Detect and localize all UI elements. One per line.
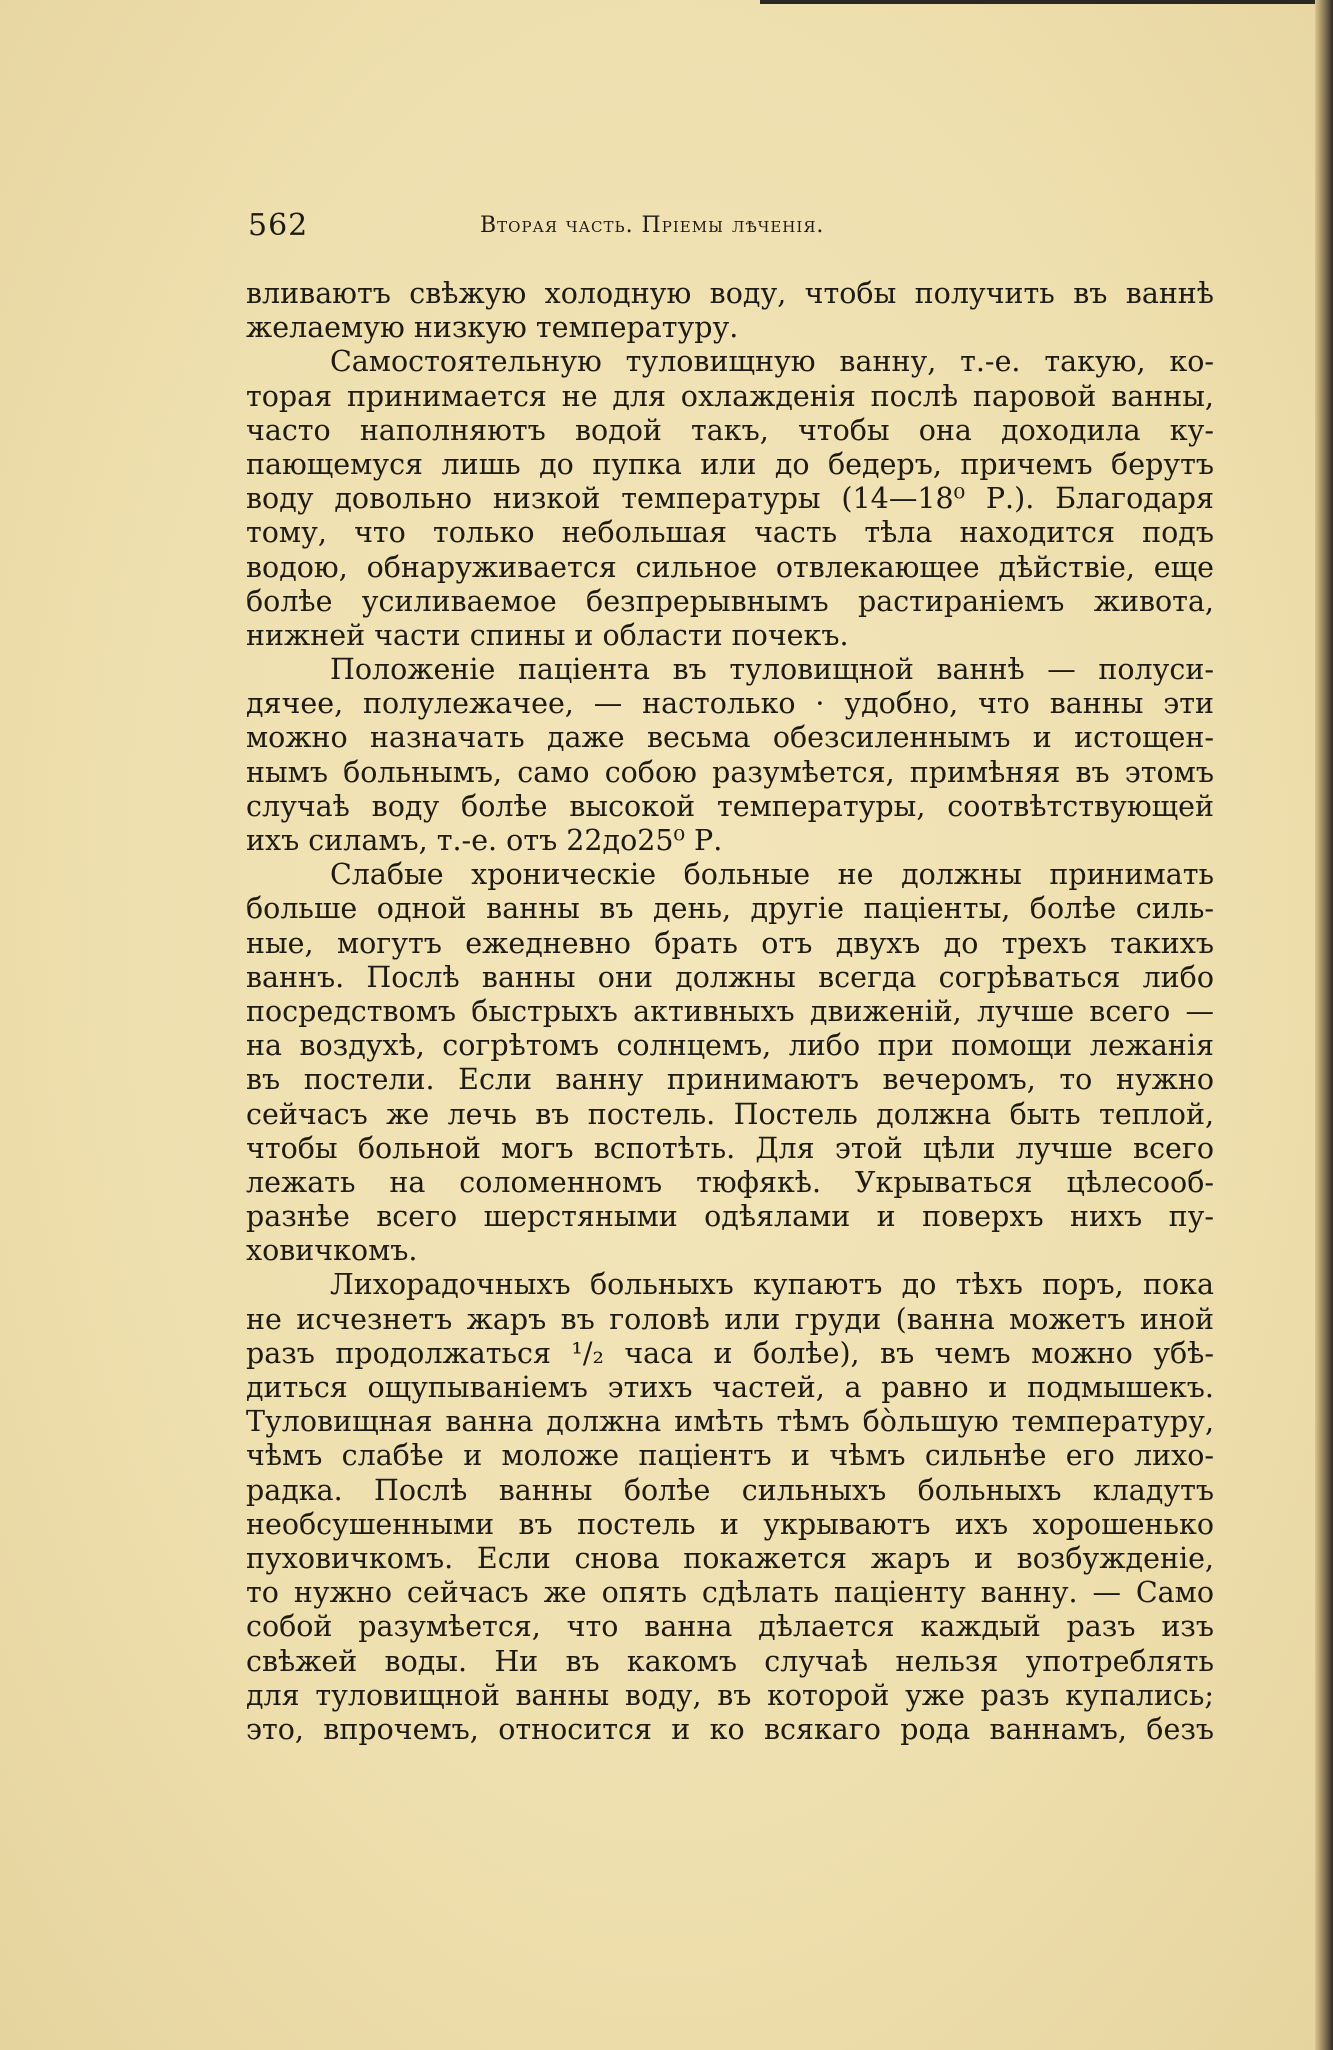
text-line: то нужно сейчасъ же опять сдѣлать паціенту ванну. — Само [246,1576,1214,1610]
text-line: ваннъ. Послѣ ванны они должны всегда согрѣваться либо [246,960,1214,994]
text-line: свѣжей воды. Ни въ какомъ случаѣ нельзя употреблять [246,1644,1214,1678]
text-line: разнѣе всего шерстяными одѣялами и поверхъ нихъ пу- [246,1200,1214,1234]
text-line: пуховичкомъ. Если снова покажется жаръ и возбужденіе, [246,1541,1214,1575]
page-number: 562 [248,208,309,243]
text-line: можно назначать даже весьма обезсиленнымъ и истощен- [246,721,1214,755]
running-title: Вторая часть. Пріемы лѣченія. [480,213,825,238]
text-line: нымъ больнымъ, само собою разумѣется, примѣняя въ этомъ [246,755,1214,789]
text-line: ихъ силамъ, т.-е. отъ 22до25⁰ Р. [246,824,723,857]
text-line: часто наполняютъ водой такъ, чтобы она доходила ку- [246,413,1214,447]
text-line: на воздухѣ, согрѣтомъ солнцемъ, либо при помощи лежанія [246,1029,1214,1063]
body-text [246,277,1214,1747]
text-line: желаемую низкую температуру. [246,311,739,345]
page-header [248,208,988,248]
text-line: не исчезнетъ жаръ въ головѣ или груди (ванна можетъ иной [246,1302,1214,1336]
text-line: случаѣ воду болѣе высокой температуры, соотвѣтствующей [246,789,1214,823]
text-line: это, впрочемъ, относится и ко всякаго рода ваннамъ, безъ [246,1712,1214,1746]
text-line: собой разумѣется, что ванна дѣлается каждый разъ изъ [246,1610,1214,1644]
text-line: Положеніе паціента въ туловищной ваннѣ — полуси- [330,653,1214,687]
text-line: разъ продолжаться ¹/₂ часа и болѣе), въ чемъ можно убѣ- [246,1336,1214,1370]
text-line: воду довольно низкой температуры (14—18⁰ Р.). Благодаря [246,482,1214,516]
text-line: Самостоятельную туловищную ванну, т.-е. такую, ко- [330,345,1214,379]
text-line: Лихорадочныхъ больныхъ купаютъ до тѣхъ поръ, пока [330,1268,1214,1302]
text-line: необсушенными въ постель и укрываютъ ихъ хорошенько [246,1507,1214,1541]
text-line: нижней части спины и области почекъ. [246,618,849,652]
text-line: для туловищной ванны воду, въ которой уже разъ купались; [246,1678,1214,1712]
text-line: пающемуся лишь до пупка или до бедеръ, причемъ берутъ [246,447,1214,481]
text-line: чтобы больной могъ вспотѣть. Для этой цѣли лучше всего [246,1131,1214,1165]
text-line: тому, что только небольшая часть тѣла находится подъ [246,516,1214,550]
text-line: торая принимается не для охлажденія послѣ паровой ванны, [246,379,1214,413]
text-line: дячее, полулежачее, — настолько · удобно, что ванны эти [246,687,1214,721]
text-line: болѣе усиливаемое безпрерывнымъ растираніемъ живота, [246,584,1214,618]
text-line: вливаютъ свѣжую холодную воду, чтобы получить въ ваннѣ [246,277,1214,310]
text-line: сейчасъ же лечь въ постель. Постель должна быть теплой, [246,1097,1214,1131]
text-line: ные, могутъ ежедневно брать отъ двухъ до трехъ такихъ [246,926,1214,960]
text-line: Слабые хроническіе больные не должны принимать [330,858,1214,892]
text-line: диться ощупываніемъ этихъ частей, а равно и подмышекъ. [246,1371,1214,1404]
text-line: Туловищная ванна должна имѣть тѣмъ бо̀льшую температуру, [246,1405,1214,1439]
text-line: въ постели. Если ванну принимаютъ вечеромъ, то нужно [246,1063,1214,1097]
text-line: чѣмъ слабѣе и моложе паціентъ и чѣмъ сильнѣе его лихо- [246,1439,1214,1473]
text-line: ховичкомъ. [246,1234,418,1268]
text-line: лежать на соломенномъ тюфякѣ. Укрываться цѣлесооб- [246,1165,1214,1199]
text-line: радка. Послѣ ванны болѣе сильныхъ больныхъ кладутъ [246,1473,1214,1507]
page-edge-shadow [1315,0,1333,2050]
text-line: посредствомъ быстрыхъ активныхъ движеній, лучше всего — [246,994,1214,1028]
page-top-edge [760,0,1315,4]
text-line: больше одной ванны въ день, другіе паціенты, болѣе силь- [246,892,1214,926]
text-line: водою, обнаруживается сильное отвлекающее дѣйствіе, еще [246,550,1214,584]
